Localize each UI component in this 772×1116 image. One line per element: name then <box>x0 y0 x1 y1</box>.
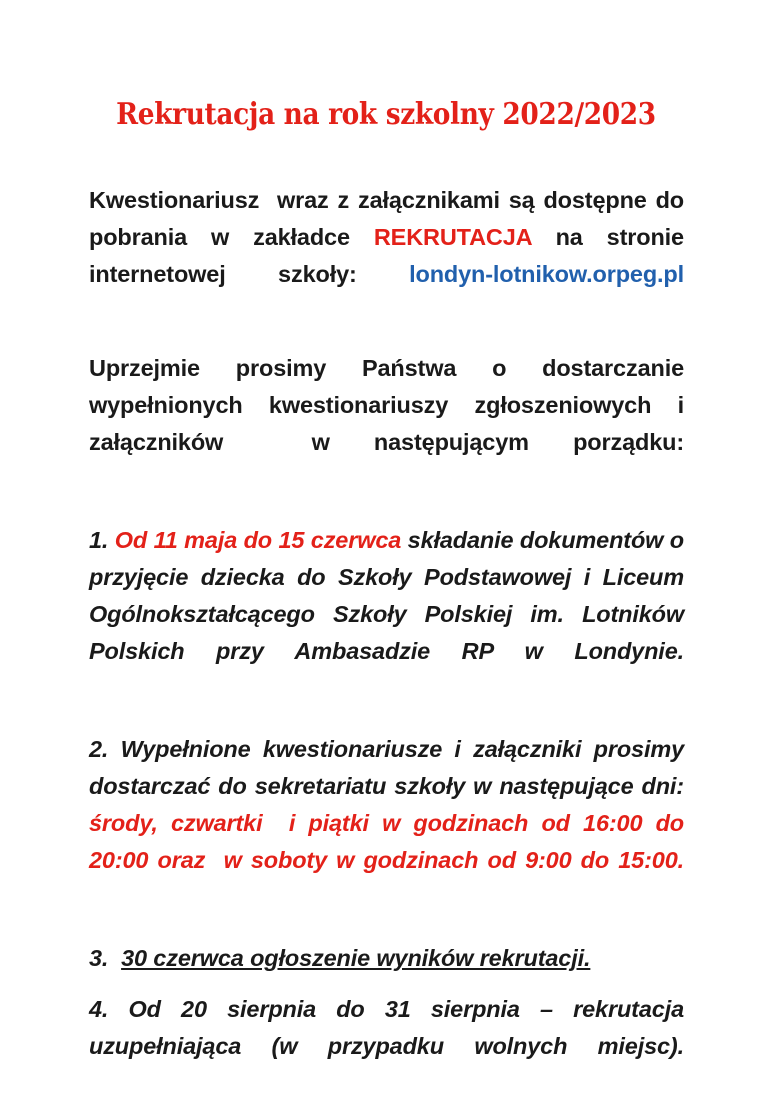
rekrutacja-highlight: REKRUTACJA <box>373 224 532 250</box>
list-item-1 <box>89 522 691 707</box>
item-2-marker: 2. <box>89 736 109 762</box>
intro-text-a: Kwestionariusz wraz z załącznikami są dostępne do pobrania w zakładce <box>89 187 691 250</box>
item-2-schedule: środy, czwartki i piątki w godzinach od 16:00 do 20:00 oraz w soboty w godzinach od 9:00 do 15:00. <box>89 810 691 873</box>
item-2-body: Wypełnione kwestionariusze i załączniki prosimy dostarczać do sekretariatu szkoły w następujące dni: <box>89 736 691 799</box>
intro-paragraph <box>89 182 691 330</box>
intro-text-b: na stronie internetowej szkoły: <box>89 224 691 287</box>
page-title: Rekrutacja na rok szkolny 2022/2023 <box>116 97 656 133</box>
document-body <box>89 182 691 1116</box>
list-item-2 <box>89 731 691 916</box>
item-4-body: Od 20 sierpnia do 31 sierpnia – rekrutacja uzupełniająca (w przypadku wolnych miejsc). <box>89 996 691 1059</box>
item-3-marker: 3. <box>89 945 109 971</box>
item-1-marker: 1. <box>89 527 109 553</box>
item-4-marker: 4. <box>89 996 109 1022</box>
school-website-link[interactable]: londyn-lotnikow.orpeg.pl <box>409 261 684 287</box>
list-item-4 <box>89 991 691 1102</box>
request-paragraph <box>89 350 691 498</box>
request-text: Uprzejmie prosimy Państwa o dostarczanie wypełnionych kwestionariuszy zgłoszeniowych i załączników w następującym porządku: <box>89 355 691 455</box>
item-3-body: 30 czerwca ogłoszenie wyników rekrutacji. <box>121 945 591 971</box>
item-1-date-range: Od 11 maja do 15 czerwca <box>108 527 408 553</box>
list-item-3 <box>89 940 684 977</box>
item-1-body: składanie dokumentów o przyjęcie dziecka do Szkoły Podstawowej i Liceum Ogólnokształcącego Szkoły Polskiej im. Lotników Polskich przy Ambasadzie RP w Londynie. <box>89 527 691 664</box>
